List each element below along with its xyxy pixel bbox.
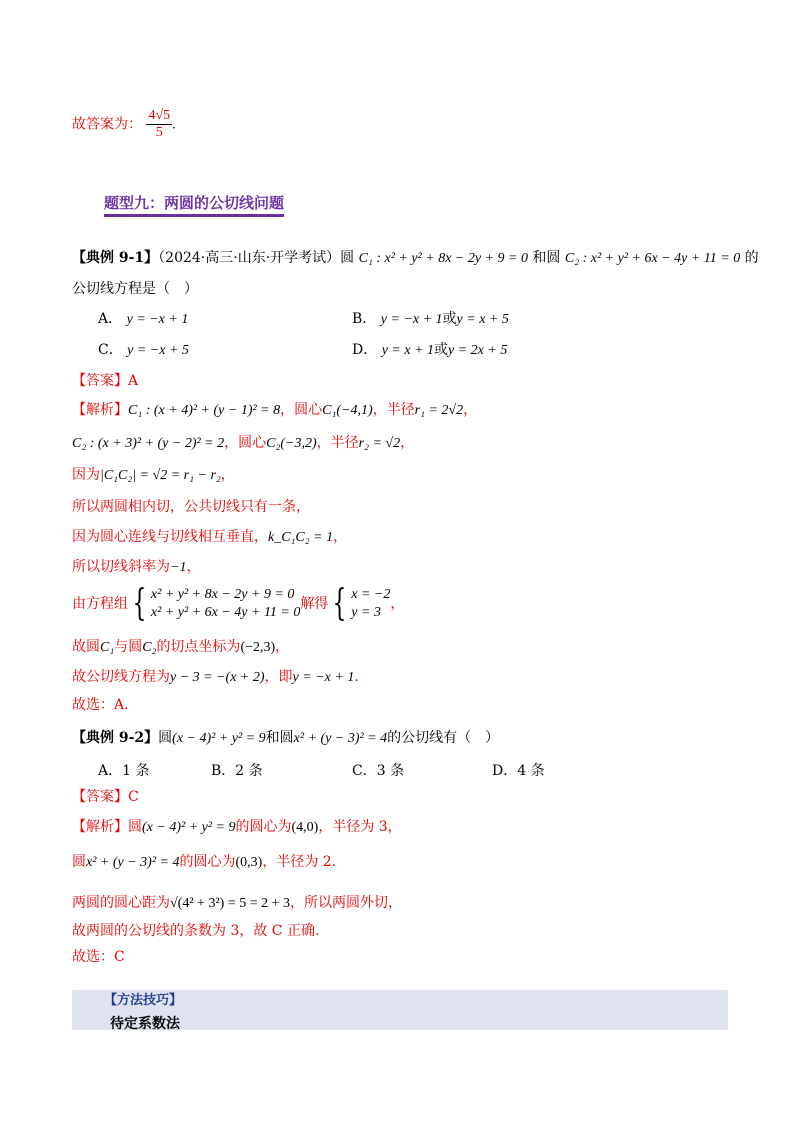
solution-math: |C₁C₂| = √2 = r₁ − r₂ — [100, 468, 221, 483]
circle-c2-equation: C₂ : x² + y² + 6x − 4y + 11 = 0 — [564, 251, 741, 266]
solution-math: (−2,3) — [240, 640, 276, 655]
question-math: (x − 4)² + y² = 9 — [172, 731, 266, 746]
solution-math: C₂(−3,2) — [266, 436, 317, 451]
solution-line-6 — [72, 557, 200, 578]
option-b: B．2 条 — [211, 763, 263, 779]
question-line-2: 公切线方程是（ ） — [72, 281, 198, 297]
solution-text: 因为圆心连线与切线相互垂直， — [72, 529, 268, 545]
solution-text: 因为 — [72, 467, 100, 483]
solution-line-10: 故选：A. — [72, 697, 129, 713]
option-c: C．3 条 — [352, 763, 405, 779]
example-9-2-question — [72, 728, 499, 749]
solution-text: ， — [390, 596, 405, 612]
option-or: 或 — [434, 342, 449, 358]
option-d: D．4 条 — [492, 763, 545, 779]
result-y: y = 3 — [351, 605, 381, 620]
solution-text: 的圆心为 — [179, 854, 236, 870]
option-label: A． — [98, 311, 123, 327]
option-a — [98, 309, 188, 330]
prev-answer-line — [72, 108, 176, 141]
option-math: y = −x + 1 — [380, 312, 443, 327]
option-a: A．1 条 — [98, 763, 150, 779]
solution-math: y − 3 = −(x + 2) — [170, 670, 265, 685]
solution-system — [351, 586, 390, 622]
question-text: 和圆 — [265, 730, 294, 746]
solution-text: 的圆心为 — [235, 819, 292, 835]
solution-math: (4,0) — [291, 820, 319, 835]
solution-text: 故圆 — [72, 639, 100, 655]
solution-text: ， — [275, 639, 290, 655]
option-math: y = −x + 5 — [127, 343, 189, 358]
solution-text: 由方程组 — [72, 596, 128, 612]
solution-math: −1 — [170, 560, 187, 575]
solution-text: ，圆心 — [224, 435, 267, 451]
prev-answer-fraction — [146, 108, 172, 141]
solution-line-4: 所以两圆相内切，公共切线只有一条， — [72, 499, 310, 515]
left-brace-icon: { — [332, 583, 347, 624]
solution-text: 所以切线斜率为 — [72, 559, 170, 575]
example-9-1-question — [72, 248, 759, 269]
solution-text: 与圆 — [114, 639, 143, 655]
solution-math: √(4² + 3²) = 5 = 2 + 3 — [170, 896, 290, 911]
fraction-numerator: 4√5 — [148, 108, 171, 123]
solution-line-2 — [72, 433, 414, 454]
answer-9-1: 【答案】A — [72, 373, 139, 389]
system-equation-1: x² + y² + 8x − 2y + 9 = 0 — [150, 587, 295, 602]
solution-text: ，半径为 2. — [262, 854, 337, 870]
option-math: y = 2x + 5 — [448, 343, 508, 358]
solution-text: ， — [186, 559, 201, 575]
solution-math: C₁ : (x + 4)² + (y − 1)² = 8 — [128, 403, 281, 418]
solution-9-2-line-1 — [72, 817, 402, 838]
solution-9-2-line-2 — [72, 852, 336, 873]
solution-text: ，圆心 — [280, 402, 323, 418]
circle-c1-equation: C₁ : x² + y² + 8x − 2y + 9 = 0 — [358, 251, 528, 266]
solution-math: C₂ — [142, 640, 157, 655]
solution-line-9 — [72, 667, 359, 688]
option-d — [352, 340, 507, 361]
solution-math: C₁ — [100, 640, 115, 655]
solution-text: ，半径为 3， — [318, 819, 402, 835]
prev-answer-label: 故答案为： — [72, 116, 142, 133]
solution-line-8 — [72, 637, 289, 658]
solution-text: ， — [463, 402, 478, 418]
option-label: C． — [98, 342, 123, 358]
solution-tag: 【解析】 — [72, 819, 128, 835]
solution-math: k_C₁C₂ = 1 — [268, 530, 334, 545]
solution-text: 圆 — [128, 819, 142, 835]
example-tag: 【典例 9-1】 — [72, 250, 159, 266]
left-brace-icon: { — [132, 583, 147, 624]
question-text: 的公切线有（ ） — [387, 730, 500, 746]
solution-line-3 — [72, 465, 235, 486]
solution-line-7 — [72, 582, 404, 626]
question-math: x² + (y − 3)² = 4 — [293, 731, 388, 746]
answer-9-2: 【答案】C — [72, 789, 139, 805]
section-heading: 题型九：两圆的公切线问题 — [104, 192, 284, 217]
solution-text: . — [354, 669, 359, 685]
solution-text: ， — [333, 529, 348, 545]
solution-math: y = −x + 1 — [292, 670, 355, 685]
solution-9-2-line-4: 故两圆的公切线的条数为 3，故 C 正确. — [72, 923, 320, 939]
method-tips-title: 【方法技巧】 — [104, 993, 183, 1008]
solution-text: 故公切线方程为 — [72, 669, 170, 685]
solution-text: 圆 — [72, 854, 86, 870]
solution-line-1 — [72, 400, 477, 421]
solution-math: (x − 4)² + y² = 9 — [142, 820, 236, 835]
solution-text: ，半径 — [316, 435, 359, 451]
prev-answer-tail: . — [172, 117, 176, 133]
option-c — [98, 340, 189, 361]
solution-text: 两圆的圆心距为 — [72, 895, 170, 911]
solution-text: ，所以两圆外切， — [289, 895, 402, 911]
method-tips-subtitle: 待定系数法 — [110, 1016, 180, 1032]
solution-9-2-line-5: 故选：C — [72, 949, 125, 965]
solution-text: ，半径 — [372, 402, 415, 418]
solution-math: C₂ : (x + 3)² + (y − 2)² = 2 — [72, 436, 225, 451]
question-source: （2024·高三·山东·开学考试）圆 — [158, 250, 355, 266]
result-x: x = −2 — [351, 587, 391, 602]
solution-text: ，即 — [264, 669, 293, 685]
system-equation-2: x² + y² + 6x − 4y + 11 = 0 — [150, 605, 301, 620]
solution-9-2-line-3 — [72, 893, 402, 914]
solution-math: r₁ = 2√2 — [414, 403, 464, 418]
option-or: 或 — [442, 311, 457, 327]
solution-math: x² + (y − 3)² = 4 — [86, 855, 180, 870]
equation-system — [151, 586, 300, 622]
solution-math: (0,3) — [235, 855, 263, 870]
solution-line-5 — [72, 527, 347, 548]
solution-math: r₂ = √2 — [358, 436, 401, 451]
option-math: y = x + 5 — [456, 312, 509, 327]
solution-text: 的切点坐标为 — [156, 639, 241, 655]
solution-text: ， — [220, 467, 235, 483]
question-text: 和圆 — [532, 250, 561, 266]
fraction-denominator: 5 — [155, 125, 163, 140]
solution-text: 解得 — [300, 596, 329, 612]
question-text: 圆 — [158, 730, 173, 746]
solution-text: ， — [400, 435, 415, 451]
option-label: D． — [352, 342, 378, 358]
example-tag: 【典例 9-2】 — [72, 730, 159, 746]
option-b — [352, 309, 509, 330]
solution-tag: 【解析】 — [72, 402, 128, 418]
question-text: 的 — [744, 250, 759, 266]
option-math: y = −x + 1 — [126, 312, 189, 327]
solution-math: C₁(−4,1) — [322, 403, 373, 418]
option-label: B． — [352, 311, 377, 327]
option-math: y = x + 1 — [381, 343, 435, 358]
